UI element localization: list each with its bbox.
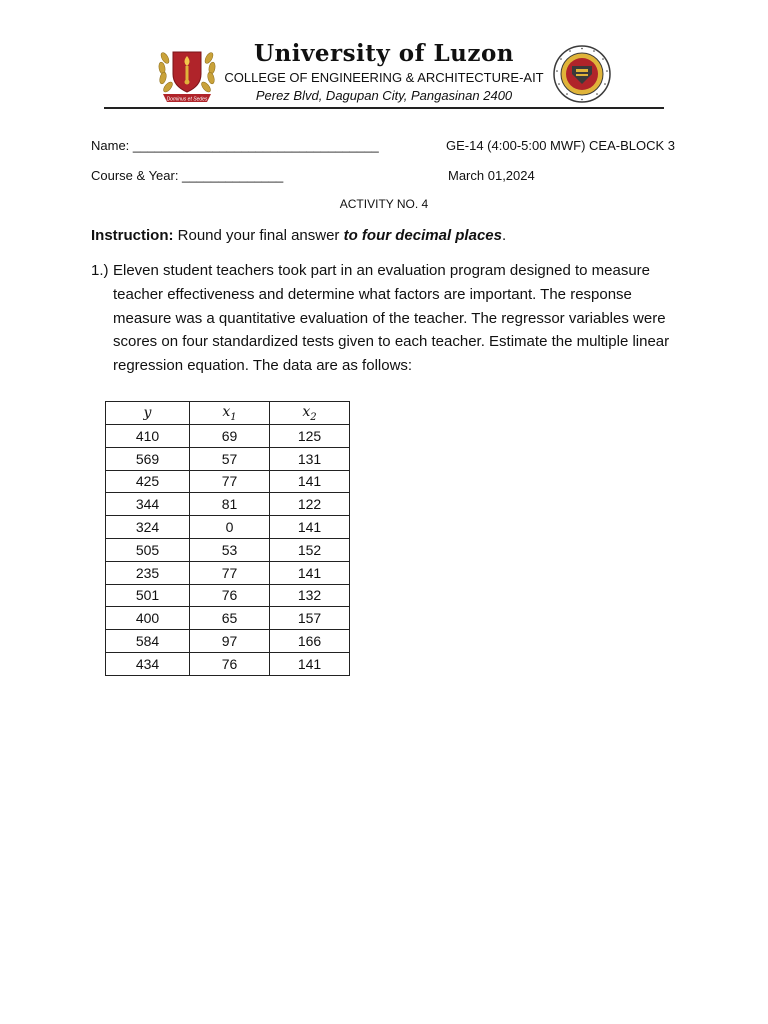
problem-number: 1.) xyxy=(91,262,109,279)
college-address: Perez Blvd, Dagupan City, Pangasinan 2400 xyxy=(255,88,513,103)
header-divider xyxy=(104,107,664,109)
instruction-emphasis: to four decimal places xyxy=(343,227,502,244)
table-cell: 166 xyxy=(270,630,350,653)
activity-title: ACTIVITY NO. 4 xyxy=(339,197,429,211)
table-cell: 141 xyxy=(270,652,350,675)
university-name: University of Luzon xyxy=(253,40,515,67)
table-cell: 122 xyxy=(270,493,350,516)
table-cell: 69 xyxy=(190,425,270,448)
instruction-end: . xyxy=(501,227,507,244)
table-row xyxy=(106,561,350,584)
table-row xyxy=(106,652,350,675)
table-cell: 141 xyxy=(270,516,350,539)
table-cell: 57 xyxy=(190,447,270,470)
instruction xyxy=(91,227,506,244)
table-row xyxy=(106,607,350,630)
table-cell: 434 xyxy=(106,652,190,675)
table-cell: 77 xyxy=(190,561,270,584)
table-cell: 505 xyxy=(106,538,190,561)
activity-date: March 01,2024 xyxy=(448,168,535,183)
problem-text: Eleven student teachers took part in an evaluation program designed to measure teacher effectiveness and determine what factors are important. The response measure was a quantitative evaluation of the teacher. The regressor variables were scores on four standardized tests given to each teacher. Estimate the multiple linear regression equation. The data are as follows: xyxy=(113,262,670,375)
problem-1 xyxy=(91,259,691,378)
table-cell: 400 xyxy=(106,607,190,630)
table-cell: 152 xyxy=(270,538,350,561)
table-cell: 81 xyxy=(190,493,270,516)
table-cell: 344 xyxy=(106,493,190,516)
table-row xyxy=(106,516,350,539)
table-cell: 235 xyxy=(106,561,190,584)
table-cell: 501 xyxy=(106,584,190,607)
instruction-text: Round your final answer xyxy=(173,227,344,244)
table-cell: 76 xyxy=(190,584,270,607)
table-row xyxy=(106,630,350,653)
table-cell: 65 xyxy=(190,607,270,630)
table-cell: 125 xyxy=(270,425,350,448)
data-table xyxy=(105,401,350,676)
table-cell: 569 xyxy=(106,447,190,470)
table-cell: 141 xyxy=(270,561,350,584)
table-row xyxy=(106,447,350,470)
table-header-row xyxy=(106,402,350,425)
table-cell: 53 xyxy=(190,538,270,561)
table-cell: 131 xyxy=(270,447,350,470)
table-cell: 141 xyxy=(270,470,350,493)
table-cell: 97 xyxy=(190,630,270,653)
table-cell: 157 xyxy=(270,607,350,630)
table-row xyxy=(106,470,350,493)
table-cell: 132 xyxy=(270,584,350,607)
table-cell: 425 xyxy=(106,470,190,493)
course-year-field: Course & Year: ______________ xyxy=(91,168,284,183)
subject-schedule: GE-14 (4:00-5:00 MWF) CEA-BLOCK 3 xyxy=(446,138,676,153)
table-cell: 584 xyxy=(106,630,190,653)
table-row xyxy=(106,493,350,516)
instruction-label: Instruction: xyxy=(91,227,174,244)
column-header-x2: $x_2$ xyxy=(270,402,350,425)
table-cell: 77 xyxy=(190,470,270,493)
table-row xyxy=(106,584,350,607)
column-header-y: y xyxy=(106,402,190,425)
column-header-x1: $x_1$ xyxy=(190,402,270,425)
name-field: Name: __________________________________ xyxy=(91,138,379,153)
table-cell: 76 xyxy=(190,652,270,675)
table-row xyxy=(106,538,350,561)
logo-motto: Dominus et Sedes xyxy=(166,96,208,103)
table-cell: 324 xyxy=(106,516,190,539)
college-name: COLLEGE OF ENGINEERING & ARCHITECTURE-AIT xyxy=(224,70,544,85)
table-row xyxy=(106,425,350,448)
table-cell: 0 xyxy=(190,516,270,539)
table-cell: 410 xyxy=(106,425,190,448)
